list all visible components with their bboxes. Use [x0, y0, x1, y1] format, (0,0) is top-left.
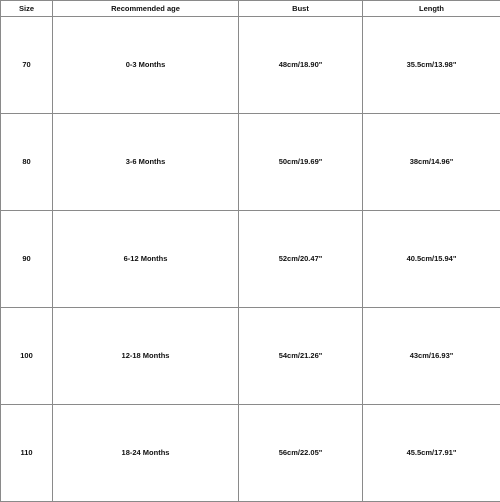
table-row	[1, 308, 500, 405]
bust-cell: 54cm/21.26"	[239, 308, 363, 405]
age-cell: 0-3 Months	[53, 17, 239, 114]
bust-cell: 50cm/19.69"	[239, 114, 363, 211]
bust-cell: 52cm/20.47"	[239, 211, 363, 308]
bust-cell: 48cm/18.90"	[239, 17, 363, 114]
age-cell: 18-24 Months	[53, 405, 239, 502]
bust-cell: 56cm/22.05"	[239, 405, 363, 502]
length-cell: 35.5cm/13.98"	[363, 17, 500, 114]
size-cell: 70	[1, 17, 53, 114]
table-row	[1, 211, 500, 308]
table-row	[1, 405, 500, 502]
header-size: Size	[1, 1, 53, 17]
age-cell: 12-18 Months	[53, 308, 239, 405]
header-bust: Bust	[239, 1, 363, 17]
header-row	[1, 1, 500, 17]
size-cell: 80	[1, 114, 53, 211]
size-cell: 110	[1, 405, 53, 502]
size-cell: 90	[1, 211, 53, 308]
table-row	[1, 17, 500, 114]
length-cell: 43cm/16.93"	[363, 308, 500, 405]
length-cell: 38cm/14.96"	[363, 114, 500, 211]
age-cell: 3-6 Months	[53, 114, 239, 211]
length-cell: 45.5cm/17.91"	[363, 405, 500, 502]
length-cell: 40.5cm/15.94"	[363, 211, 500, 308]
table-row	[1, 114, 500, 211]
header-recommended-age: Recommended age	[53, 1, 239, 17]
header-length: Length	[363, 1, 500, 17]
age-cell: 6-12 Months	[53, 211, 239, 308]
size-cell: 100	[1, 308, 53, 405]
